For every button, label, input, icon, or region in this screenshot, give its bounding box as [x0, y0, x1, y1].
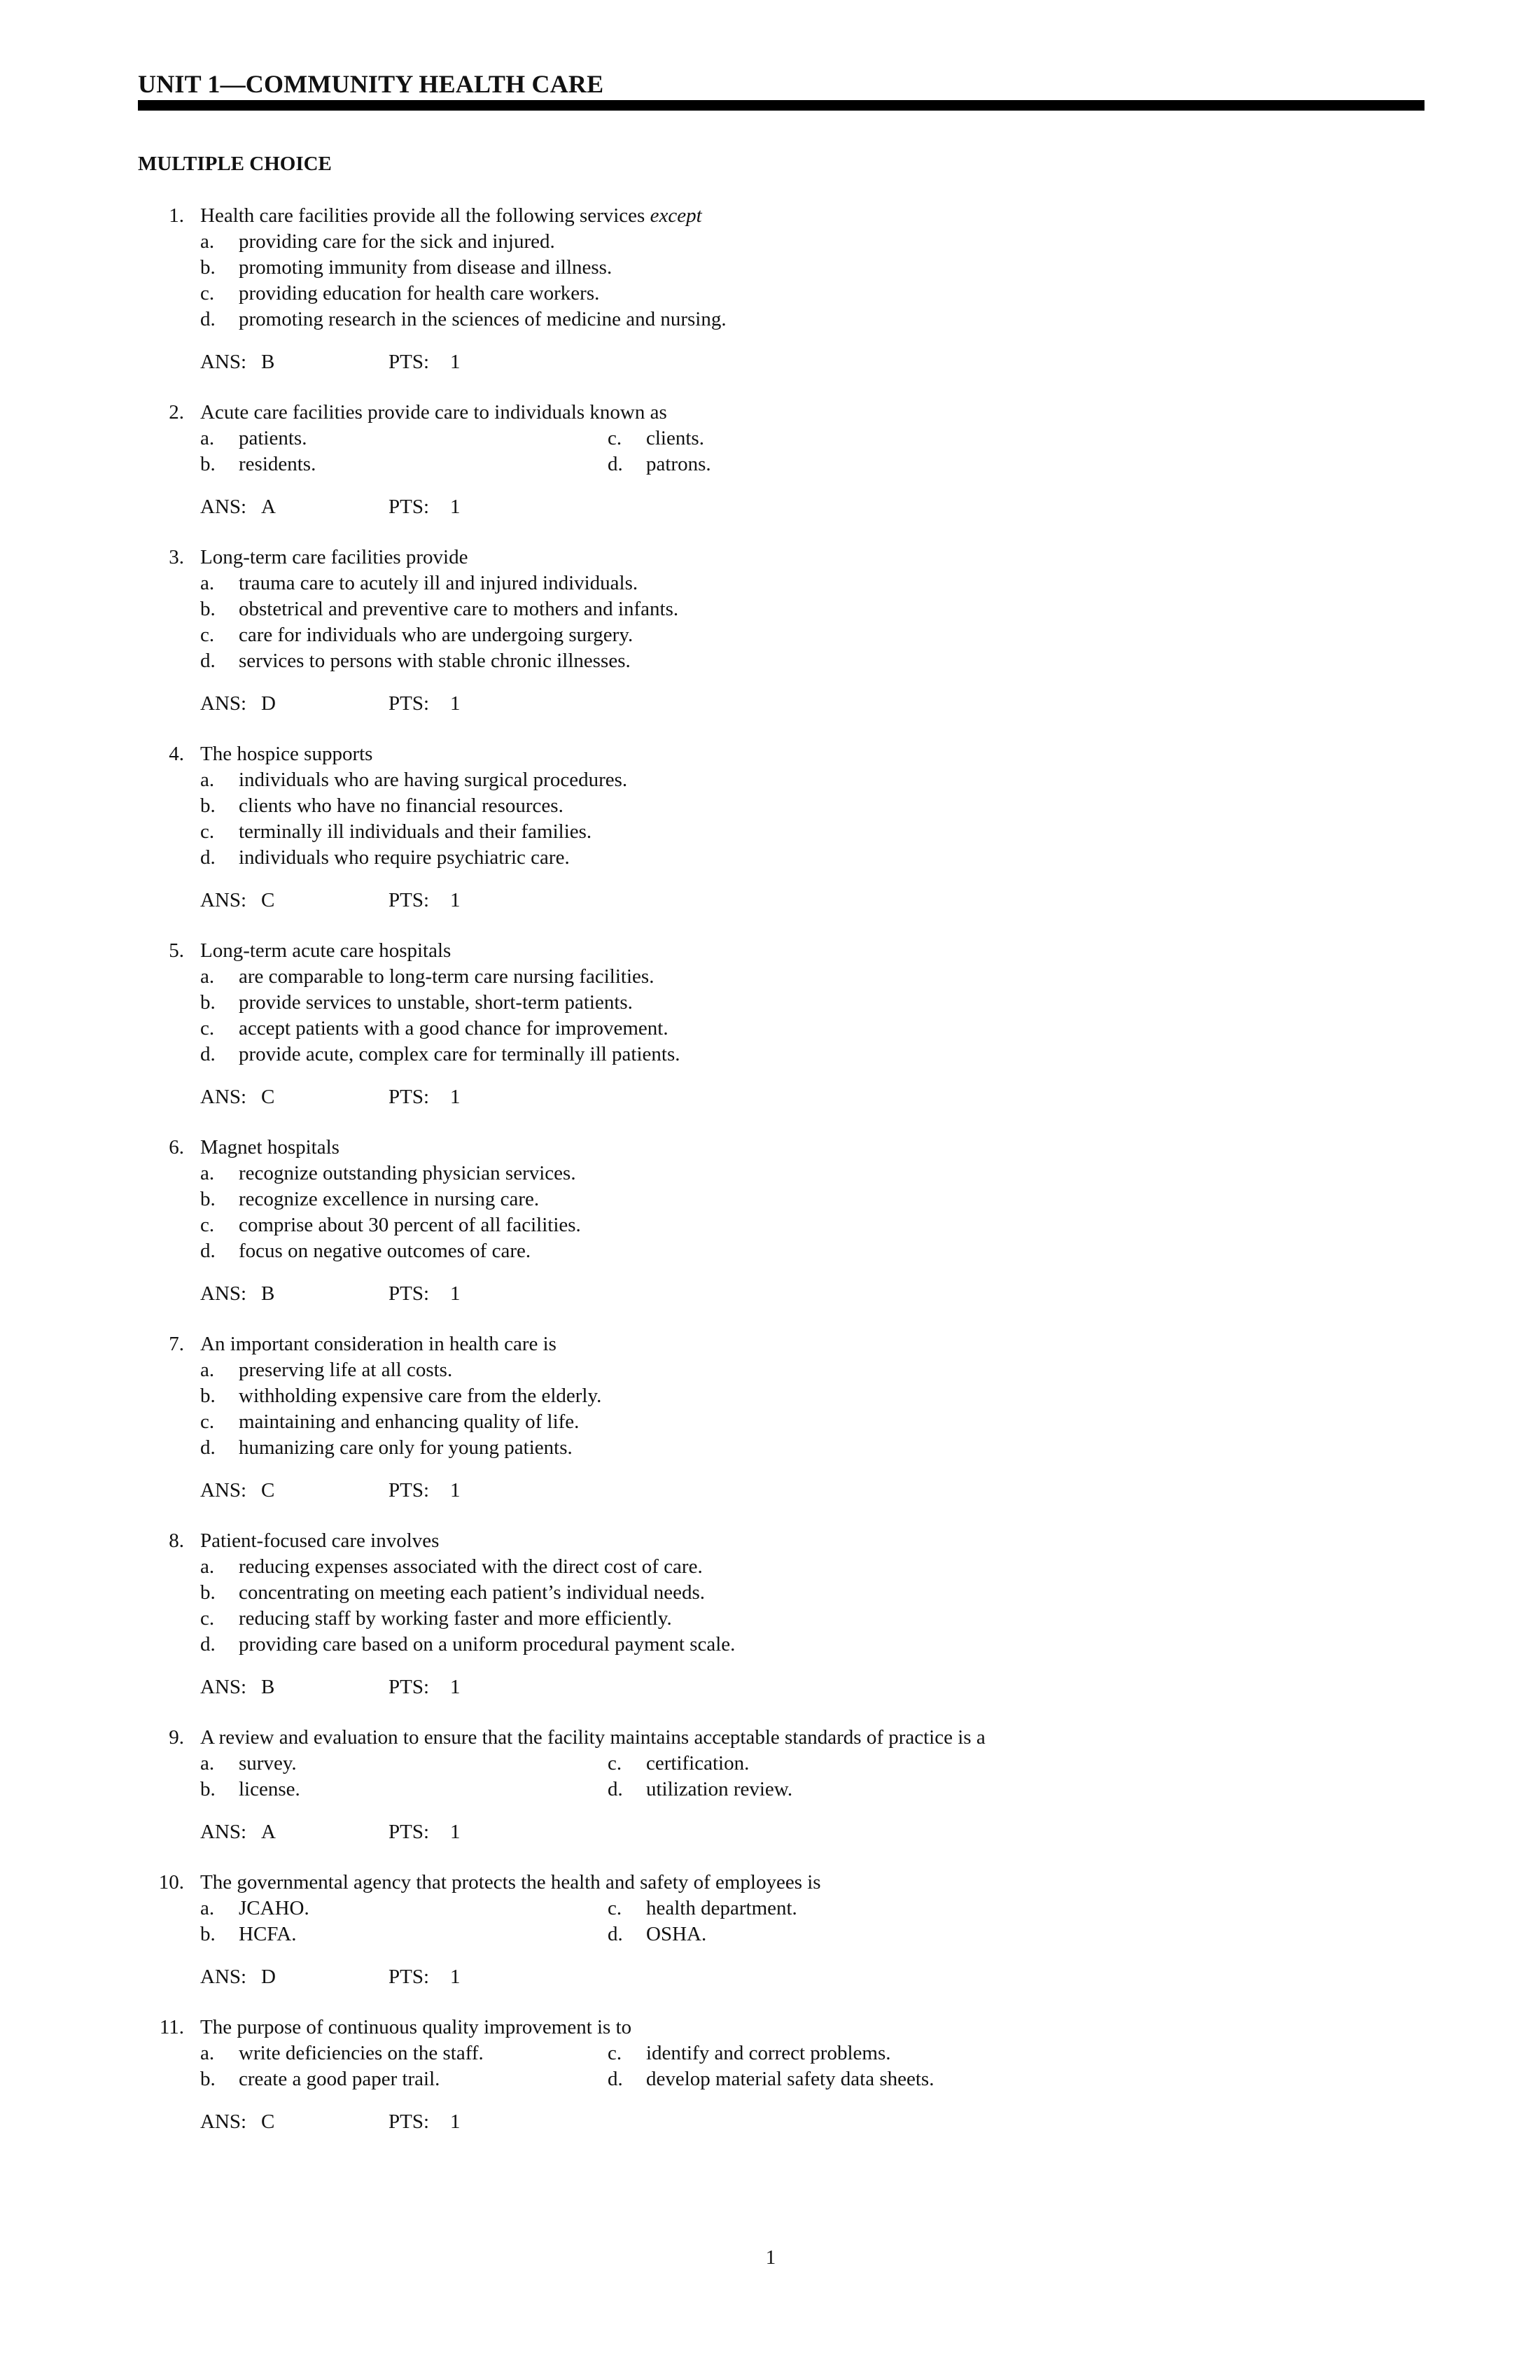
answer-label: ANS:	[200, 496, 247, 518]
points-label: PTS:	[388, 2110, 430, 2133]
option-letter: a.	[200, 1897, 215, 1919]
option-letter: c.	[200, 282, 215, 304]
points-label: PTS:	[388, 1479, 430, 1502]
question-number: 1.	[169, 204, 184, 227]
question-number: 3.	[169, 546, 184, 568]
option-letter: b.	[200, 2068, 216, 2090]
answer-label: ANS:	[200, 1282, 247, 1305]
option-letter: a.	[200, 230, 215, 253]
points-label: PTS:	[388, 1966, 430, 1988]
option-letter: a.	[200, 572, 215, 594]
option-text: withholding expensive care from the elderly.	[239, 1385, 602, 1407]
question-stem	[200, 1331, 556, 1357]
option-letter: c.	[608, 1752, 622, 1774]
points-value: 1	[450, 1966, 461, 1988]
option-text: providing care for the sick and injured.	[239, 230, 555, 253]
answer-label: ANS:	[200, 2110, 247, 2133]
points-label: PTS:	[388, 1821, 430, 1843]
option-text: JCAHO.	[239, 1897, 309, 1919]
option-letter: a.	[200, 427, 215, 449]
option-text: promoting research in the sciences of medicine and nursing.	[239, 308, 727, 330]
option-text: trauma care to acutely ill and injured individuals.	[239, 572, 638, 594]
question-stem-text: Long-term care facilities provide	[200, 546, 468, 568]
option-letter: a.	[200, 2042, 215, 2064]
question-stem-text: Health care facilities provide all the following services	[200, 204, 645, 227]
option-text: provide services to unstable, short-term patients.	[239, 991, 633, 1014]
option-text: reducing expenses associated with the direct cost of care.	[239, 1555, 703, 1578]
question-stem	[200, 2015, 631, 2040]
answer-label: ANS:	[200, 889, 247, 911]
answer-value: D	[261, 692, 276, 715]
points-value: 1	[450, 1086, 461, 1108]
option-text: individuals who are having surgical procedures.	[239, 769, 628, 791]
question-number: 5.	[169, 939, 184, 962]
option-letter: d.	[608, 1778, 623, 1800]
answer-label: ANS:	[200, 351, 247, 373]
page-number: 1	[765, 2246, 776, 2269]
question-stem-text: A review and evaluation to ensure that the facility maintains acceptable standards of practice is a	[200, 1726, 986, 1749]
option-text: humanizing care only for young patients.	[239, 1436, 573, 1459]
option-text: obstetrical and preventive care to mothers and infants.	[239, 598, 679, 620]
points-label: PTS:	[388, 1282, 430, 1305]
option-letter: d.	[200, 846, 216, 869]
question-stem-text: The purpose of continuous quality improvement is to	[200, 2016, 632, 2038]
answer-value: D	[261, 1966, 276, 1988]
option-letter: d.	[200, 650, 216, 672]
question-stem	[200, 1870, 821, 1896]
option-text: concentrating on meeting each patient’s individual needs.	[239, 1581, 705, 1604]
question-stem-text: Patient-focused care involves	[200, 1530, 440, 1552]
answer-value: C	[261, 2110, 275, 2133]
answer-label: ANS:	[200, 1676, 247, 1698]
option-text: terminally ill individuals and their families.	[239, 820, 592, 843]
option-letter: b.	[200, 1923, 216, 1945]
option-text: focus on negative outcomes of care.	[239, 1240, 531, 1262]
option-letter: b.	[200, 794, 216, 817]
option-letter: c.	[200, 624, 215, 646]
option-letter: b.	[200, 1581, 216, 1604]
option-text: utilization review.	[646, 1778, 793, 1800]
option-text: OSHA.	[646, 1923, 707, 1945]
question-number: 6.	[169, 1136, 184, 1158]
option-text: recognize outstanding physician services.	[239, 1162, 576, 1184]
answer-label: ANS:	[200, 692, 247, 715]
question-stem	[200, 1725, 986, 1751]
option-text: survey.	[239, 1752, 297, 1774]
option-text: clients.	[646, 427, 704, 449]
option-letter: b.	[200, 1778, 216, 1800]
option-letter: c.	[200, 1017, 215, 1040]
answer-value: A	[261, 1821, 276, 1843]
points-value: 1	[450, 1676, 461, 1698]
question-stem	[200, 545, 468, 570]
option-text: providing care based on a uniform procedural payment scale.	[239, 1633, 736, 1656]
option-text: clients who have no financial resources.	[239, 794, 564, 817]
points-label: PTS:	[388, 1676, 430, 1698]
answer-value: B	[261, 1676, 275, 1698]
points-value: 1	[450, 1282, 461, 1305]
option-letter: c.	[200, 1607, 215, 1630]
answer-value: C	[261, 1479, 275, 1502]
option-letter: c.	[608, 1897, 622, 1919]
option-letter: b.	[200, 1188, 216, 1210]
option-letter: d.	[608, 1923, 623, 1945]
question-stem	[200, 1528, 439, 1554]
option-text: patients.	[239, 427, 307, 449]
option-letter: a.	[200, 965, 215, 988]
option-text: recognize excellence in nursing care.	[239, 1188, 540, 1210]
points-value: 1	[450, 351, 461, 373]
option-text: providing education for health care workers.	[239, 282, 600, 304]
option-text: license.	[239, 1778, 300, 1800]
option-letter: d.	[200, 1436, 216, 1459]
option-text: individuals who require psychiatric care.	[239, 846, 570, 869]
option-letter: c.	[200, 820, 215, 843]
option-letter: d.	[608, 2068, 623, 2090]
points-value: 1	[450, 2110, 461, 2133]
option-text: create a good paper trail.	[239, 2068, 440, 2090]
option-text: promoting immunity from disease and illness.	[239, 256, 612, 279]
question-stem-text: Long-term acute care hospitals	[200, 939, 451, 962]
option-text: develop material safety data sheets.	[646, 2068, 934, 2090]
answer-label: ANS:	[200, 1821, 247, 1843]
option-letter: a.	[200, 1555, 215, 1578]
question-stem-text: An important consideration in health care is	[200, 1333, 556, 1355]
question-number: 4.	[169, 743, 184, 765]
option-letter: d.	[200, 1240, 216, 1262]
unit-title: UNIT 1—COMMUNITY HEALTH CARE	[138, 70, 604, 98]
question-stem-emphasis: except	[650, 204, 702, 227]
option-letter: c.	[608, 427, 622, 449]
option-letter: a.	[200, 1752, 215, 1774]
question-stem	[200, 741, 372, 767]
question-stem	[200, 400, 667, 426]
option-letter: a.	[200, 1359, 215, 1381]
option-letter: b.	[200, 1385, 216, 1407]
option-text: reducing staff by working faster and more efficiently.	[239, 1607, 672, 1630]
answer-value: C	[261, 889, 275, 911]
option-text: health department.	[646, 1897, 797, 1919]
option-text: services to persons with stable chronic illnesses.	[239, 650, 631, 672]
option-text: identify and correct problems.	[646, 2042, 891, 2064]
answer-label: ANS:	[200, 1086, 247, 1108]
option-text: maintaining and enhancing quality of life.	[239, 1410, 580, 1433]
points-value: 1	[450, 1479, 461, 1502]
option-letter: b.	[200, 598, 216, 620]
answer-label: ANS:	[200, 1479, 247, 1502]
question-number: 7.	[169, 1333, 184, 1355]
answer-value: A	[261, 496, 276, 518]
option-text: residents.	[239, 453, 316, 475]
option-letter: d.	[200, 1633, 216, 1656]
points-value: 1	[450, 1821, 461, 1843]
question-stem-text: Acute care facilities provide care to individuals known as	[200, 401, 667, 424]
option-text: are comparable to long-term care nursing facilities.	[239, 965, 654, 988]
points-value: 1	[450, 889, 461, 911]
question-stem	[200, 203, 702, 229]
option-letter: c.	[200, 1214, 215, 1236]
option-text: preserving life at all costs.	[239, 1359, 453, 1381]
option-text: care for individuals who are undergoing surgery.	[239, 624, 634, 646]
option-letter: b.	[200, 991, 216, 1014]
option-letter: a.	[200, 769, 215, 791]
question-number: 11.	[159, 2016, 184, 2038]
option-letter: d.	[608, 453, 623, 475]
option-letter: c.	[200, 1410, 215, 1433]
option-letter: b.	[200, 256, 216, 279]
points-label: PTS:	[388, 496, 430, 518]
section-heading: MULTIPLE CHOICE	[138, 153, 332, 175]
question-number: 9.	[169, 1726, 184, 1749]
answer-value: B	[261, 1282, 275, 1305]
question-stem-text: Magnet hospitals	[200, 1136, 340, 1158]
option-text: HCFA.	[239, 1923, 297, 1945]
question-stem-text: The hospice supports	[200, 743, 373, 765]
points-value: 1	[450, 692, 461, 715]
option-text: accept patients with a good chance for improvement.	[239, 1017, 668, 1040]
title-rule	[138, 100, 1424, 111]
option-letter: b.	[200, 453, 216, 475]
option-text: patrons.	[646, 453, 711, 475]
question-stem-text: The governmental agency that protects the health and safety of employees is	[200, 1871, 821, 1893]
option-letter: c.	[608, 2042, 622, 2064]
points-label: PTS:	[388, 351, 430, 373]
option-text: provide acute, complex care for terminally ill patients.	[239, 1043, 680, 1065]
question-stem	[200, 1135, 340, 1161]
question-stem	[200, 938, 451, 964]
answer-value: C	[261, 1086, 275, 1108]
option-text: comprise about 30 percent of all facilities.	[239, 1214, 581, 1236]
points-value: 1	[450, 496, 461, 518]
option-text: write deficiencies on the staff.	[239, 2042, 484, 2064]
question-number: 2.	[169, 401, 184, 424]
question-number: 10.	[158, 1871, 184, 1893]
points-label: PTS:	[388, 692, 430, 715]
answer-label: ANS:	[200, 1966, 247, 1988]
option-letter: a.	[200, 1162, 215, 1184]
option-text: certification.	[646, 1752, 750, 1774]
option-letter: d.	[200, 1043, 216, 1065]
answer-value: B	[261, 351, 275, 373]
points-label: PTS:	[388, 1086, 430, 1108]
points-label: PTS:	[388, 889, 430, 911]
question-number: 8.	[169, 1530, 184, 1552]
option-letter: d.	[200, 308, 216, 330]
